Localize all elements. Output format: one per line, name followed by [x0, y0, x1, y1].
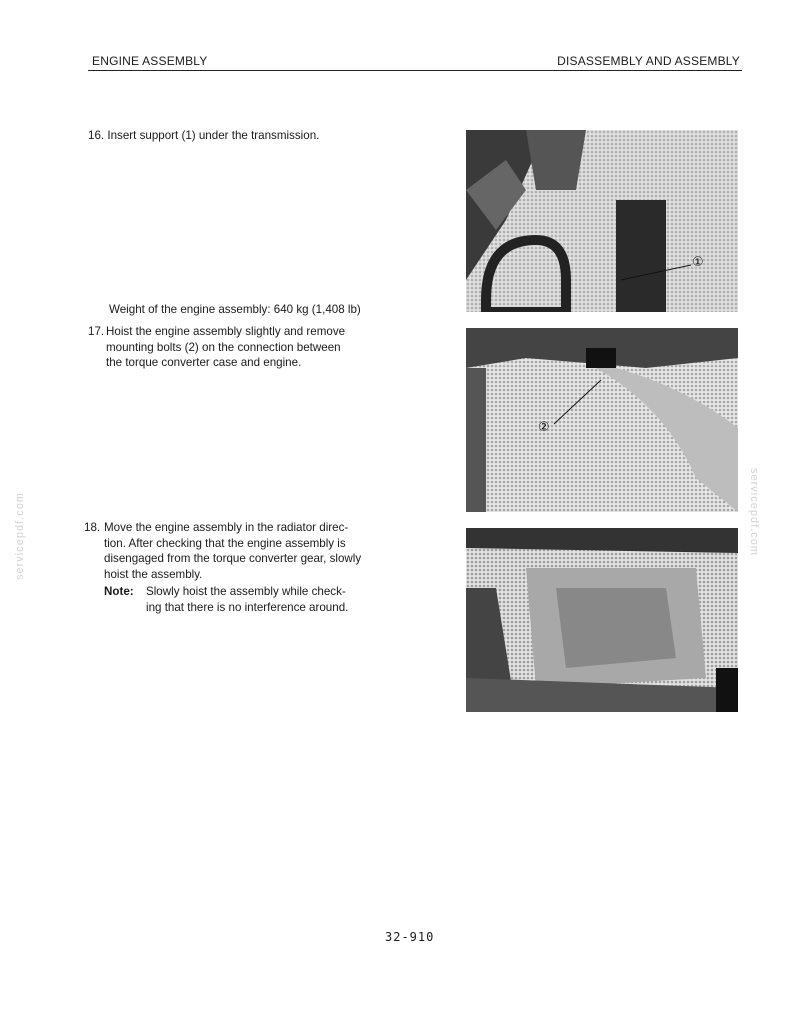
side-watermark-right: servicepdf.com	[748, 468, 760, 556]
photo-transmission-support	[466, 130, 738, 312]
note-label: Note:	[104, 585, 134, 598]
transmission-support-photo-icon	[466, 130, 738, 312]
step-18	[84, 520, 404, 615]
note-line: ing that there is no interference around.	[146, 600, 349, 614]
header-section-title: ENGINE ASSEMBLY	[92, 54, 208, 68]
mounting-bolts-photo-icon	[466, 328, 738, 512]
step-17	[88, 324, 408, 371]
step-line: mounting bolts (2) on the connection between	[106, 340, 341, 354]
step-number: 18.	[84, 521, 101, 534]
side-watermark-left: servicepdf.com	[14, 492, 26, 580]
step-line: the torque converter case and engine.	[106, 356, 302, 369]
header-rule	[88, 70, 742, 71]
step-16	[88, 128, 438, 144]
header-chapter-title: DISASSEMBLY AND ASSEMBLY	[557, 54, 740, 68]
step-line: hoist the assembly.	[104, 567, 203, 581]
step-line: tion. After checking that the engine assembly is	[104, 536, 346, 550]
callout-2: ②	[538, 420, 550, 435]
photo-mounting-bolts	[466, 328, 738, 512]
step-number: 17.	[88, 325, 105, 338]
step-number: 16.	[88, 129, 105, 142]
step-line: Hoist the engine assembly slightly and remove	[106, 325, 346, 338]
step-line: disengaged from the torque converter gear, slowly	[104, 552, 362, 565]
weight-note: Weight of the engine assembly: 640 kg (1,408 lb)	[109, 303, 361, 316]
engine-hoist-photo-icon	[466, 528, 738, 712]
note-block	[104, 584, 404, 615]
callout-1: ①	[692, 255, 704, 270]
step-line: Move the engine assembly in the radiator direc-	[104, 521, 349, 534]
note-line: Slowly hoist the assembly while check-	[146, 585, 346, 598]
step-text: Insert support (1) under the transmission.	[107, 129, 320, 142]
page-number: 32-910	[385, 930, 435, 944]
photo-engine-hoist	[466, 528, 738, 712]
